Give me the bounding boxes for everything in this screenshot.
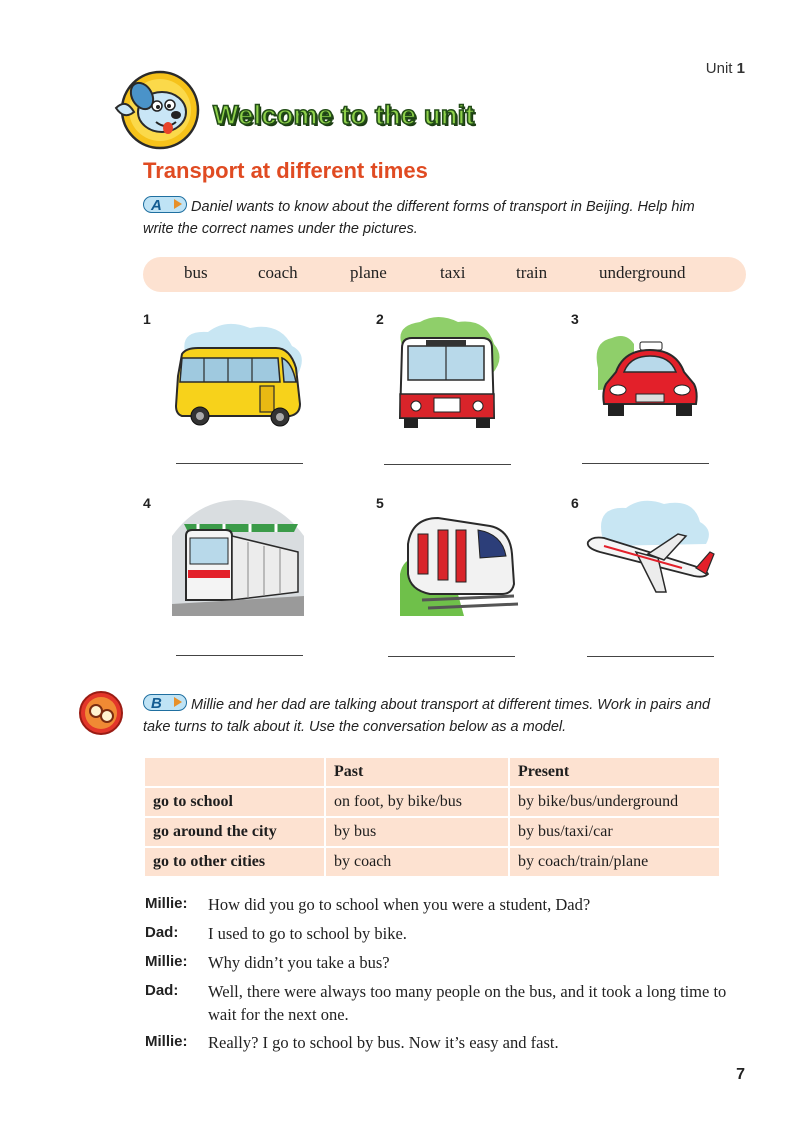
dialogue-speaker: Millie: bbox=[145, 1033, 188, 1050]
table-cell: by coach bbox=[325, 847, 509, 877]
table-row bbox=[144, 817, 720, 847]
table-cell: go around the city bbox=[144, 817, 325, 847]
task-b-badge-letter: B bbox=[151, 695, 162, 712]
picture-number: 1 bbox=[143, 311, 151, 327]
word-bank-item: taxi bbox=[440, 263, 466, 282]
table-row bbox=[144, 787, 720, 817]
dialogue-speaker: Millie: bbox=[145, 953, 188, 970]
table-header-cell bbox=[144, 757, 325, 787]
answer-line[interactable] bbox=[582, 463, 709, 464]
picture-number: 4 bbox=[143, 495, 151, 511]
play-arrow-icon bbox=[174, 697, 182, 707]
transport-table bbox=[143, 756, 721, 878]
speaking-icon bbox=[78, 690, 124, 736]
coach-icon bbox=[168, 318, 313, 433]
section-title: Transport at different times bbox=[143, 158, 428, 183]
table-cell: by bus/taxi/car bbox=[509, 817, 720, 847]
taxi-icon bbox=[590, 328, 710, 428]
table-header-cell: Past bbox=[325, 757, 509, 787]
bus-icon bbox=[386, 314, 506, 434]
picture-number: 6 bbox=[571, 495, 579, 511]
task-a-badge-letter: A bbox=[151, 197, 162, 214]
dialogue-speaker: Dad: bbox=[145, 924, 179, 941]
answer-line[interactable] bbox=[176, 655, 303, 656]
picture-number: 5 bbox=[376, 495, 384, 511]
table-cell: go to school bbox=[144, 787, 325, 817]
train-icon bbox=[394, 504, 522, 616]
welcome-title: Welcome to the unit bbox=[213, 100, 475, 130]
answer-line[interactable] bbox=[388, 656, 515, 657]
play-arrow-icon bbox=[174, 199, 182, 209]
word-bank-item: train bbox=[516, 263, 548, 282]
picture-number: 3 bbox=[571, 311, 579, 327]
table-cell: on foot, by bike/bus bbox=[325, 787, 509, 817]
word-bank-item: bus bbox=[184, 263, 208, 282]
table-cell: go to other cities bbox=[144, 847, 325, 877]
dialogue-line: Well, there were always too many people on the bus, and it took a long time to wait for the next one. bbox=[208, 982, 727, 1024]
dialogue-speaker: Millie: bbox=[145, 895, 188, 912]
task-b-badge bbox=[143, 694, 187, 711]
underground-icon bbox=[168, 496, 308, 621]
table-row bbox=[144, 847, 720, 877]
word-bank-item: coach bbox=[258, 263, 298, 282]
answer-line[interactable] bbox=[384, 464, 511, 465]
dialogue-line: How did you go to school when you were a student, Dad? bbox=[208, 895, 591, 914]
word-bank-item: underground bbox=[599, 263, 686, 282]
dog-mascot-icon bbox=[112, 68, 204, 152]
task-a-instruction bbox=[143, 196, 703, 240]
table-cell: by bus bbox=[325, 817, 509, 847]
word-bank-item: plane bbox=[350, 263, 387, 282]
answer-line[interactable] bbox=[587, 656, 714, 657]
dialogue-line: Why didn’t you take a bus? bbox=[208, 953, 390, 972]
table-header-row bbox=[144, 757, 720, 787]
plane-icon bbox=[582, 496, 722, 606]
table-cell: by coach/train/plane bbox=[509, 847, 720, 877]
dialogue-line: Really? I go to school by bus. Now it’s easy and fast. bbox=[208, 1033, 559, 1052]
dialogue-line: I used to go to school by bike. bbox=[208, 924, 407, 943]
page-number: 7 bbox=[736, 1066, 745, 1083]
task-a-badge bbox=[143, 196, 187, 213]
task-b-text: Millie and her dad are talking about transport at different times. Work in pairs and take turns to talk about it. Use the conversation below as a model. bbox=[143, 697, 711, 735]
unit-label bbox=[706, 60, 745, 77]
dialogue-speaker: Dad: bbox=[145, 982, 179, 999]
unit-label-text: Unit bbox=[705, 60, 733, 77]
task-a-text: Daniel wants to know about the different forms of transport in Beijing. Help him write the correct names under the pictures. bbox=[143, 199, 695, 237]
answer-line[interactable] bbox=[176, 463, 303, 464]
picture-number: 2 bbox=[376, 311, 384, 327]
task-b-instruction bbox=[143, 694, 733, 738]
table-header-cell: Present bbox=[509, 757, 720, 787]
table-cell: by bike/bus/underground bbox=[509, 787, 720, 817]
unit-number: 1 bbox=[736, 60, 745, 77]
